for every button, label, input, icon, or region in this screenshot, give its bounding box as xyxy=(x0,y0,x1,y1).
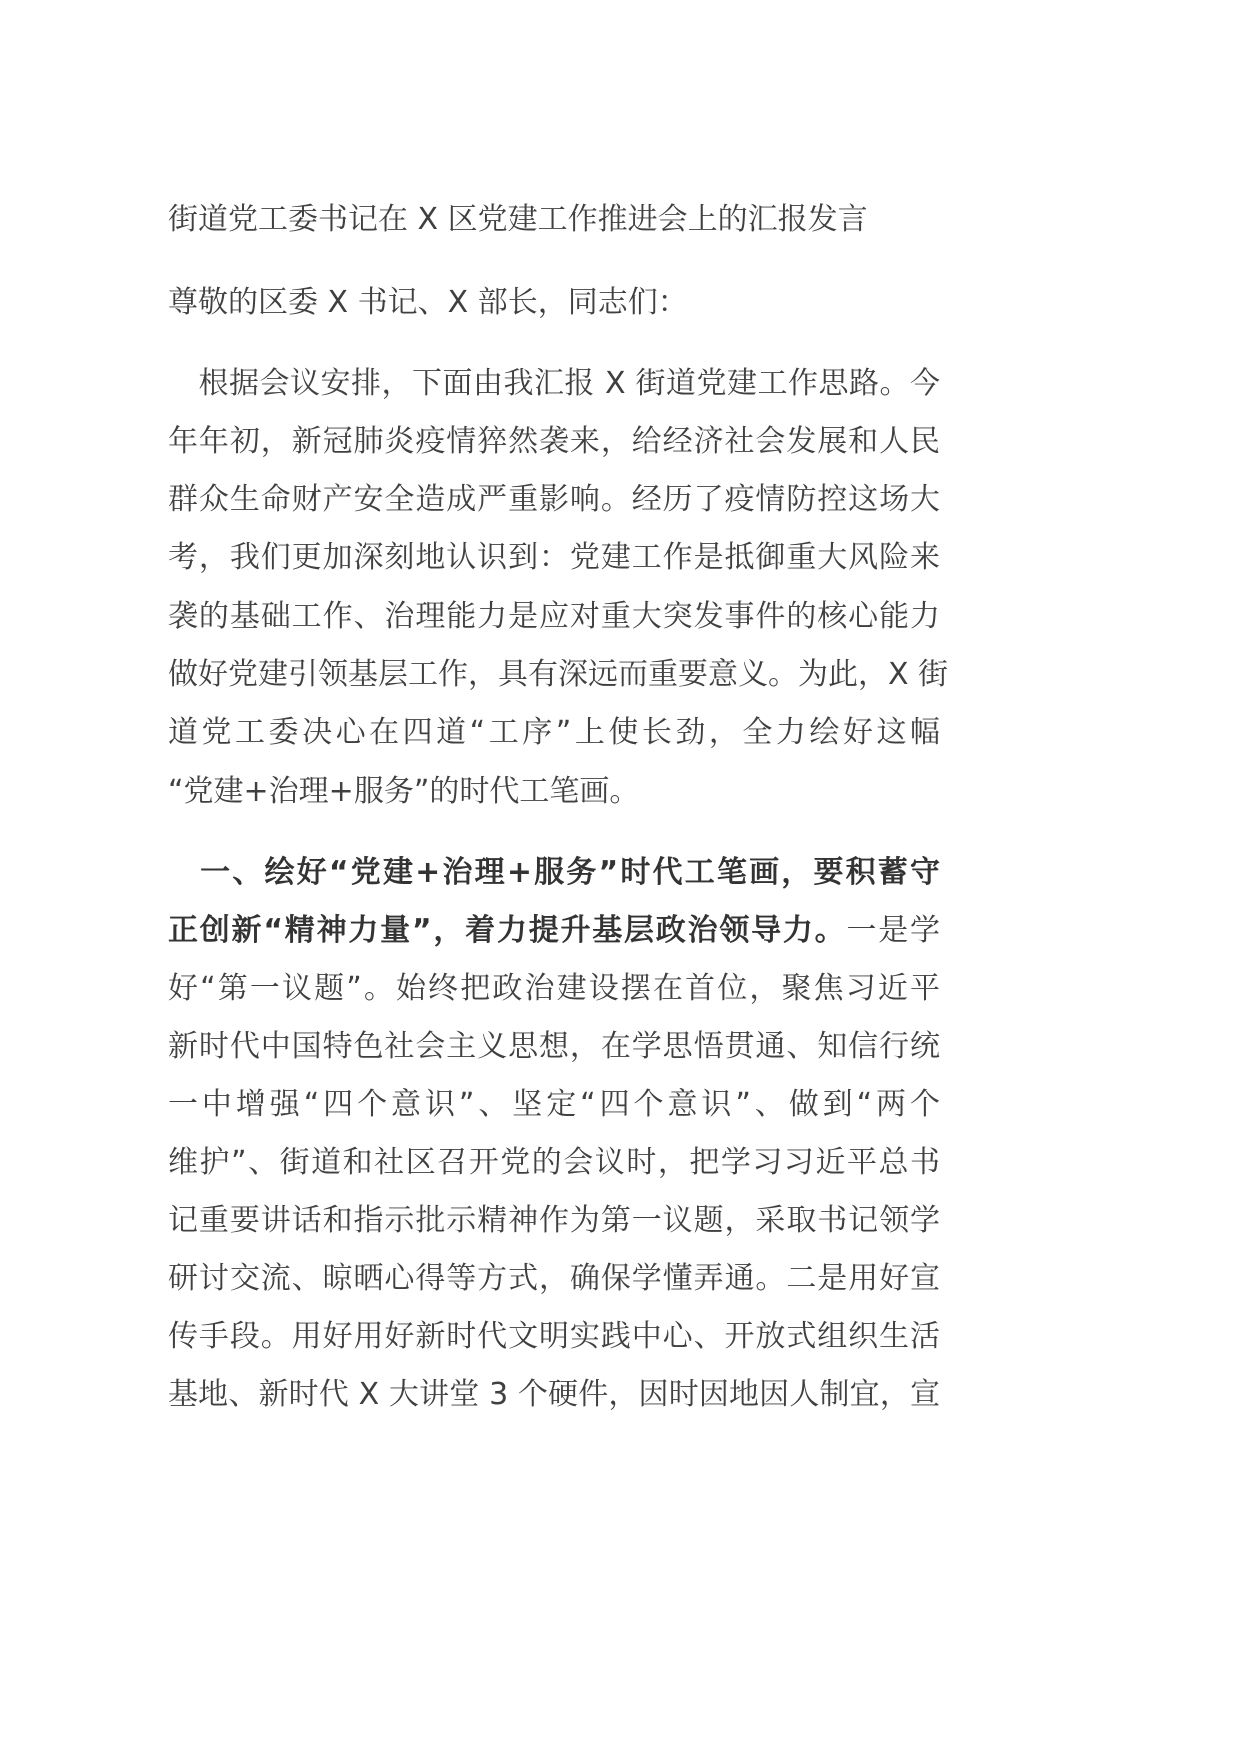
body-text: 新时代中国特色社会主义思想，在学思悟贯通、知信行统 xyxy=(168,1029,940,1064)
paragraph-line xyxy=(168,588,940,646)
paragraph-line xyxy=(168,1134,940,1192)
section-heading-text: 一、绘好“党建+治理+服务”时代工笔画，要积蓄守 xyxy=(168,855,940,890)
paragraph-line xyxy=(168,1076,940,1134)
body-text: 年年初，新冠肺炎疫情猝然袭来，给经济社会发展和人民 xyxy=(168,424,940,459)
paragraph-line xyxy=(168,763,940,821)
document-title: 街道党工委书记在 X 区党建工作推进会上的汇报发言 xyxy=(168,202,868,237)
paragraph-line xyxy=(168,471,940,529)
paragraph-line xyxy=(168,529,940,587)
body-text: 群众生命财产安全造成严重影响。经历了疫情防控这场大 xyxy=(168,482,940,517)
paragraph-line xyxy=(168,704,940,762)
body-text: 一是学 xyxy=(846,913,940,948)
body-text: 记重要讲话和指示批示精神作为第一议题，采取书记领学 xyxy=(168,1203,940,1238)
body-text: 好“第一议题”。始终把政治建设摆在首位，聚焦习近平 xyxy=(168,971,940,1006)
body-text: 维护”、街道和社区召开党的会议时，把学习习近平总书 xyxy=(168,1145,940,1180)
body-text: 基地、新时代 X 大讲堂 3 个硬件，因时因地因人制宜，宣 xyxy=(168,1377,940,1412)
body-text: 做好党建引领基层工作，具有深远而重要意义。为此，X 街 xyxy=(168,657,949,692)
salutation: 尊敬的区委 X 书记、X 部长，同志们： xyxy=(168,285,688,320)
body-text: 传手段。用好用好新时代文明实践中心、开放式组织生活 xyxy=(168,1319,940,1354)
paragraph-line xyxy=(168,1018,940,1076)
paragraph-line xyxy=(168,413,940,471)
paragraph-line xyxy=(168,355,940,413)
body-text: 根据会议安排，下面由我汇报 X 街道党建工作思路。今 xyxy=(168,366,940,401)
paragraph-line xyxy=(168,902,940,960)
paragraph-line xyxy=(168,1250,940,1308)
paragraph-line xyxy=(168,1308,940,1366)
section-heading-text: 正创新“精神力量”，着力提升基层政治领导力。 xyxy=(168,913,847,948)
paragraph-line xyxy=(168,1192,940,1250)
body-text: “党建+治理+服务”的时代工笔画。 xyxy=(168,774,640,809)
body-text: 袭的基础工作、治理能力是应对重大突发事件的核心能力 xyxy=(168,599,940,634)
body-text: 考，我们更加深刻地认识到：党建工作是抵御重大风险来 xyxy=(168,540,940,575)
body-text: 道党工委决心在四道“工序”上使长劲，全力绘好这幅 xyxy=(168,715,940,750)
paragraph-line xyxy=(168,960,940,1018)
body-text: 研讨交流、晾晒心得等方式，确保学懂弄通。二是用好宣 xyxy=(168,1261,940,1296)
paragraph-line xyxy=(168,844,940,902)
body-text: 一中增强“四个意识”、坚定“四个意识”、做到“两个 xyxy=(168,1087,940,1122)
paragraph-line xyxy=(168,1366,940,1424)
paragraph-line xyxy=(168,646,949,704)
